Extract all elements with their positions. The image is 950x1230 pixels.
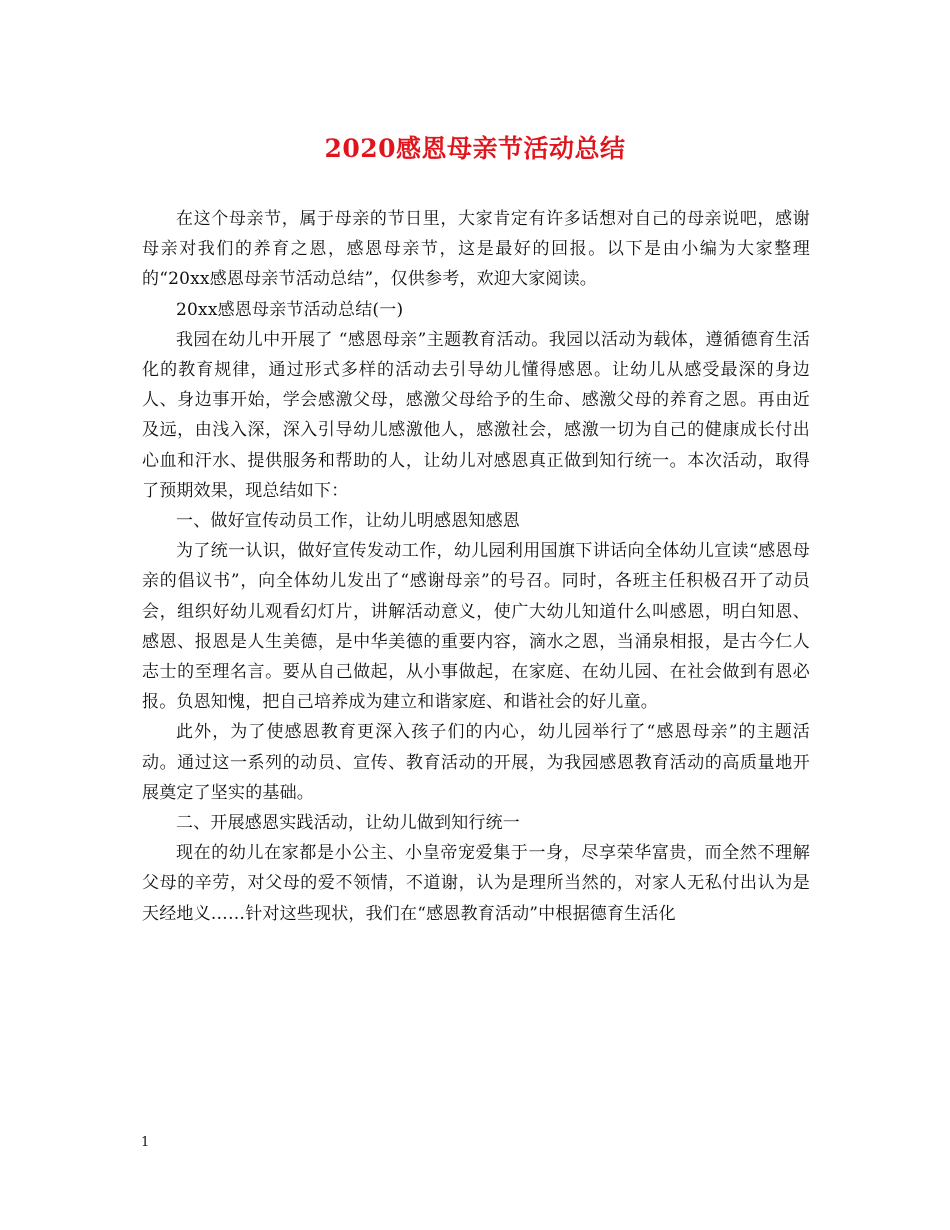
- document-body: [142, 204, 810, 929]
- page-number: 1: [141, 1135, 150, 1150]
- section-heading-practice: 二、开展感恩实践活动，让幼儿做到知行统一: [176, 813, 520, 834]
- body-paragraph: 此外，为了使感恩教育更深入孩子们的内心，幼儿园举行了“感恩母亲”的主题活动。通过这一系列的动员、宣传、教育活动的开展，为我园感恩教育活动的高质量地开展奠定了坚实的基础。: [142, 722, 810, 803]
- body-paragraph: 现在的幼儿在家都是小公主、小皇帝宠爱集于一身，尽享荣华富贵，而全然不理解父母的辛劳，对父母的爱不领情，不道谢，认为是理所当然的，对家人无私付出认为是天经地义……针对这些现状，我们在“感恩教育活动”中根据德育生活化: [142, 843, 810, 924]
- body-paragraph: 我园在幼儿中开展了 “感恩母亲”主题教育活动。我园以活动为载体，遵循德育生活化的教育规律，通过形式多样的活动去引导幼儿懂得感恩。让幼儿从感受最深的身边人、身边事开始，学会感激父母，感激父母给予的生命、感激父母的养育之恩。再由近及远，由浅入深，深入引导幼儿感激他人，感激社会，感激一切为自己的健康成长付出心血和汗水、提供服务和帮助的人，让幼儿对感恩真正做到知行统一。本次活动，取得了预期效果，现总结如下：: [142, 329, 810, 501]
- document-title: 2020感恩母亲节活动总结: [324, 134, 626, 163]
- section-heading-publicity: 一、做好宣传动员工作，让幼儿明感恩知感恩: [176, 511, 520, 532]
- intro-paragraph: 在这个母亲节，属于母亲的节日里，大家肯定有许多话想对自己的母亲说吧，感谢母亲对我们的养育之恩，感恩母亲节，这是最好的回报。以下是由小编为大家整理的“20xx感恩母亲节活动总结”，仅供参考，欢迎大家阅读。: [142, 209, 810, 290]
- body-paragraph: 为了统一认识，做好宣传发动工作，幼儿园利用国旗下讲话向全体幼儿宣读“感恩母亲的倡议书”，向全体幼儿发出了“感谢母亲”的号召。同时，各班主任积极召开了动员会，组织好幼儿观看幻灯片，讲解活动意义，使广大幼儿知道什么叫感恩，明白知恩、感恩、报恩是人生美德，是中华美德的重要内容，滴水之恩，当涌泉相报，是古今仁人志士的至理名言。要从自己做起，从小事做起，在家庭、在幼儿园、在社会做到有恩必报。负恩知愧，把自己培养成为建立和谐家庭、和谐社会的好儿童。: [142, 541, 810, 713]
- section-heading-summary-one: 20xx感恩母亲节活动总结(一): [176, 299, 404, 320]
